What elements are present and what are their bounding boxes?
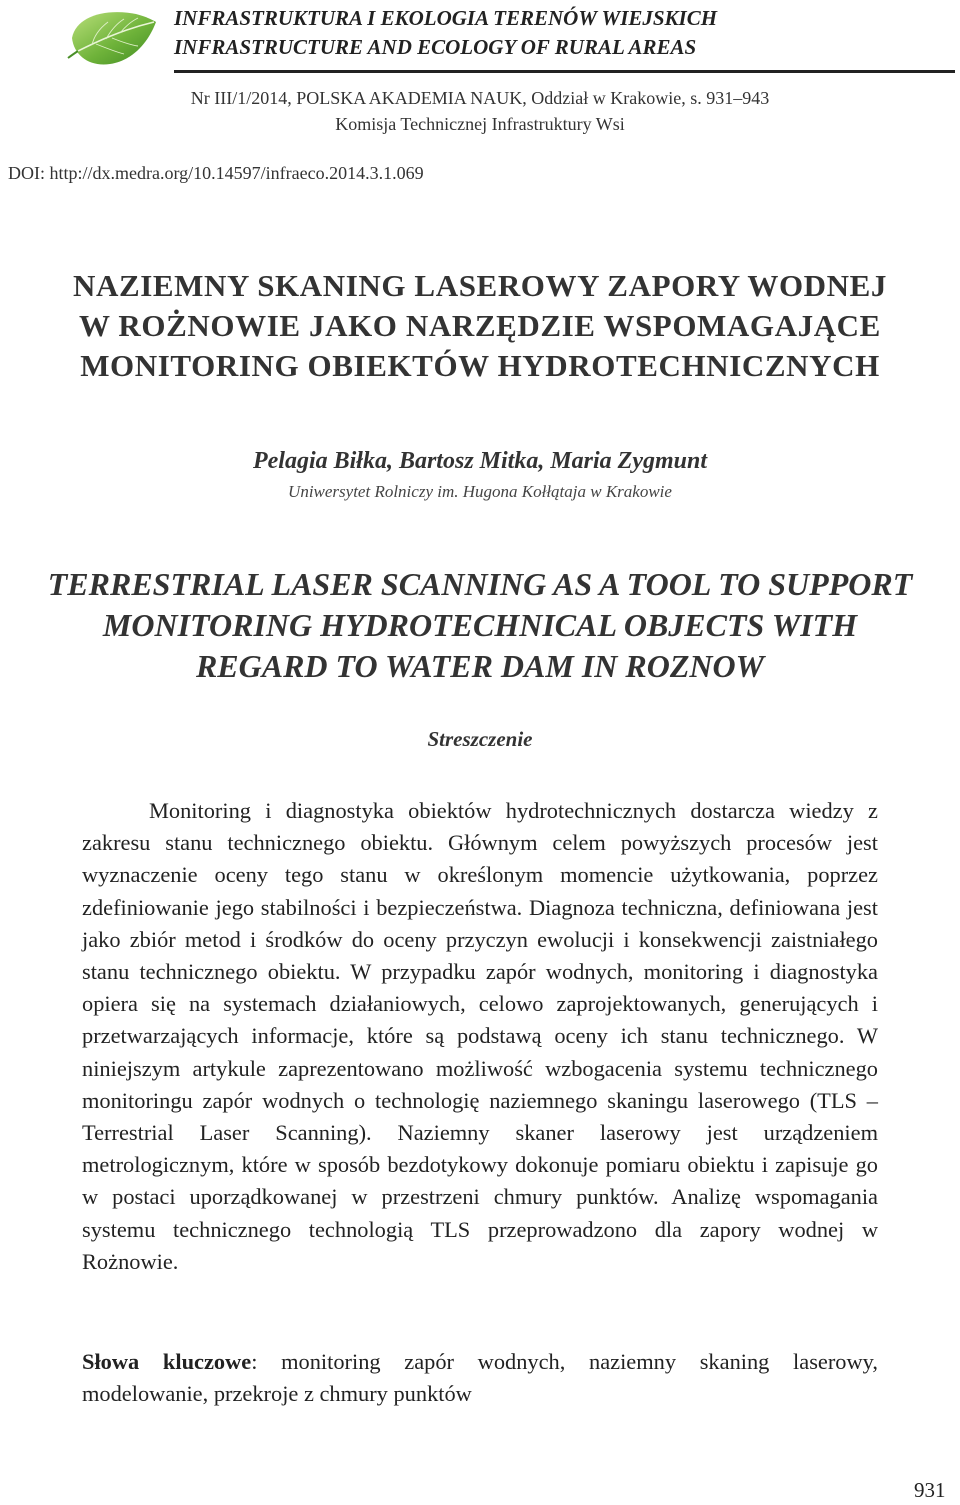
title-pl-line: W ROŻNOWIE JAKO NARZĘDZIE WSPOMAGAJĄCE: [79, 308, 881, 343]
abstract-heading: Streszczenie: [427, 727, 533, 751]
commission-line: Komisja Technicznej Infrastruktury Wsi: [335, 114, 625, 134]
doi-link[interactable]: DOI: http://dx.medra.org/10.14597/infraeco.2014.3.1.069: [8, 163, 424, 183]
title-en-line: MONITORING HYDROTECHNICAL OBJECTS WITH: [102, 607, 858, 643]
title-en-line: TERRESTRIAL LASER SCANNING AS A TOOL TO SUPPORT: [47, 566, 913, 602]
keywords-text: : monitoring zapór wodnych, naziemny skaning laserowy, modelowanie, przekroje z chmury punktów: [82, 1349, 879, 1406]
page-number: 931: [914, 1478, 946, 1502]
journal-title-en: INFRASTRUCTURE AND ECOLOGY OF RURAL AREAS: [174, 35, 697, 59]
leaf-icon: [66, 8, 158, 70]
affiliation: Uniwersytet Rolniczy im. Hugona Kołłątaja w Krakowie: [288, 482, 672, 501]
journal-title-pl: INFRASTRUKTURA I EKOLOGIA TERENÓW WIEJSKICH: [174, 6, 718, 30]
keywords: [82, 1346, 878, 1410]
issue-line: Nr III/1/2014, POLSKA AKADEMIA NAUK, Oddział w Krakowie, s. 931–943: [190, 88, 770, 108]
title-pl-line: MONITORING OBIEKTÓW HYDROTECHNICZNYCH: [80, 348, 880, 383]
keywords-label: Słowa kluczowe: [82, 1349, 252, 1374]
authors: Pelagia Biłka, Bartosz Mitka, Maria Zygmunt: [252, 448, 708, 474]
header-divider: [174, 70, 955, 73]
title-en-line: REGARD TO WATER DAM IN ROZNOW: [195, 648, 765, 684]
title-pl-line: NAZIEMNY SKANING LASEROWY ZAPORY WODNEJ: [72, 268, 888, 303]
abstract-text: Monitoring i diagnostyka obiektów hydrotechnicznych dostarcza wiedzy z zakresu stanu technicznego obiektu. Głównym celem powyższych procesów jest wyznaczenie oceny tego stanu w określonym momencie użytkowania, poprzez zdefiniowanie jego stabilności i bezpieczeństwa. Diagnoza techniczna, definiowana jest jako zbiór metod i środków do oceny przyczyn ewolucji i konsekwencji zaistniałego stanu technicznego obiektu. W przypadku zapór wodnych, monitoring i diagnostyka opiera się na systemach działaniowych, celowo zaprojektowanych, generujących i przetwarzających informacje, które są podstawą oceny ich stanu technicznego. W niniejszym artykule zaprezentowano możliwość wzbogacenia systemu technicznego monitoringu zapór wodnych o technologię naziemnego skaningu laserowego (TLS – Terrestrial Laser Scanning). Naziemny skaner laserowy jest urządzeniem metrologicznym, które w sposób bezdotykowy dokonuje pomiaru obiektu i zapisuje go w postaci uporządkowanej w przestrzeni chmury punktów. Analizę wspomagania systemu technicznego technologią TLS przeprowadzono dla zapory wodnej w Rożnowie.: [82, 798, 878, 1274]
